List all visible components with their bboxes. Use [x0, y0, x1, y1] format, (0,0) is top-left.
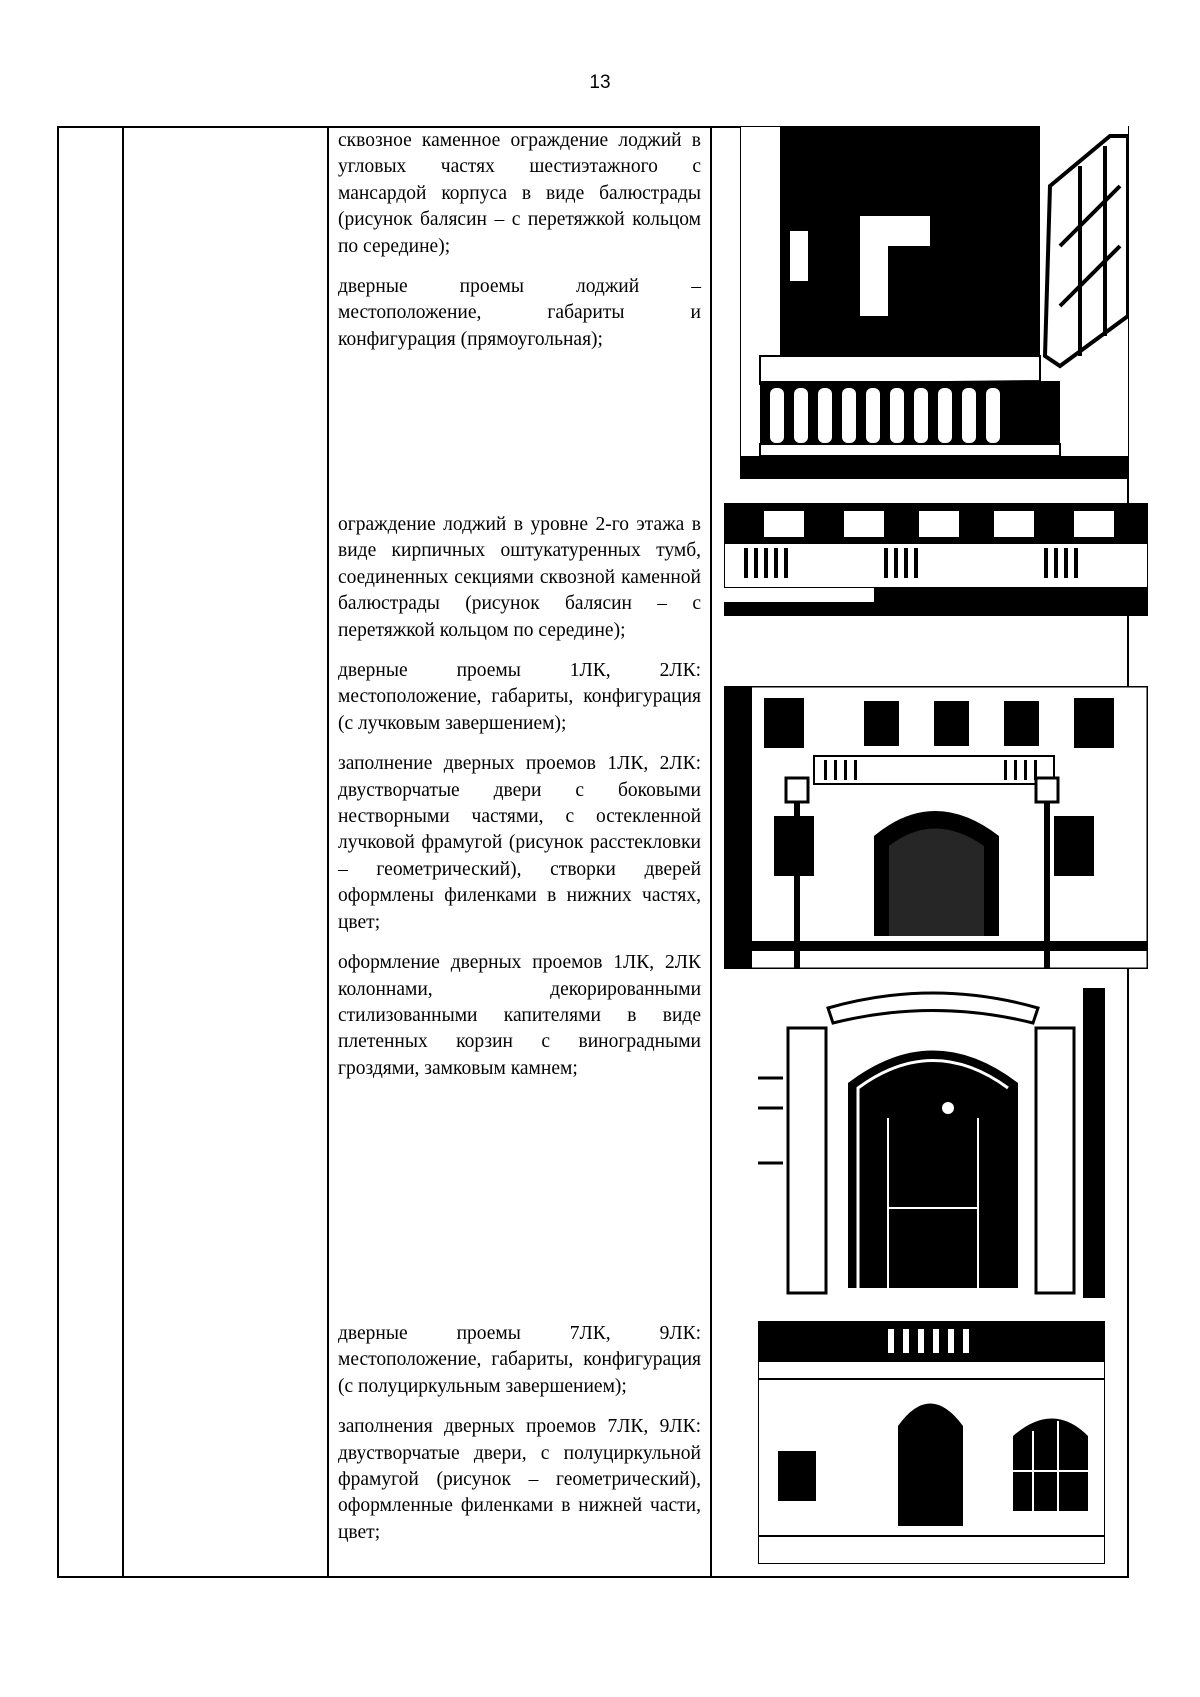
arched-door-photo [758, 988, 1105, 1298]
paragraph: ограждение лоджий в уровне 2-го этажа в виде кирпичных оштукатуренных тумб, соединенных секциями сквозной каменной балюстрады (рисунок балясин – с перетяжкой кольцом по середине); [338, 514, 701, 641]
paragraph: сквозное каменное ограждение лоджий в угловых частях шестиэтажного с мансардой корпуса в виде балюстрады (рисунок балясин – с перетяжкой кольцом по середине); [338, 130, 701, 257]
paragraph: оформление дверных проемов 1ЛК, 2ЛК колоннами, декорированными стилизованными капителями в виде плетенных корзин с виноградными гроздями, замковым камнем; [338, 952, 701, 1079]
paragraph: заполнения дверных проемов 7ЛК, 9ЛК: двустворчатые двери, с полуциркульной фрамугой (рисунок – геометрический), оформленные филенками в нижней части, цвет; [338, 1416, 701, 1543]
page-number: 13 [589, 72, 611, 93]
second-floor-balustrade-photo [724, 503, 1148, 616]
paragraph: дверные проемы 7ЛК, 9ЛК: местоположение, габариты, конфигурация (с полуциркульным завершением); [338, 1323, 701, 1397]
description-block-1 [338, 128, 701, 353]
semicircular-doors-photo [758, 1321, 1105, 1564]
column-divider [710, 128, 712, 1576]
column-divider [327, 128, 329, 1576]
loggia-balustrade-photo [740, 126, 1128, 479]
entrance-facade-photo [724, 686, 1148, 969]
paragraph: дверные проемы лоджий – местоположение, габариты и конфигурация (прямоугольная); [338, 276, 701, 350]
column-divider [122, 128, 124, 1576]
paragraph: дверные проемы 1ЛК, 2ЛК: местоположение, габариты, конфигурация (с лучковым завершением); [338, 660, 701, 734]
description-block-3 [338, 1321, 701, 1546]
description-block-2 [338, 512, 701, 1082]
paragraph: заполнение дверных проемов 1ЛК, 2ЛК: двустворчатые двери с боковыми нестворными частями, с остекленной лучковой фрамугой (рисунок расстекловки – геометрический), створки дверей оформлены филенками в нижних частях, цвет; [338, 753, 701, 933]
